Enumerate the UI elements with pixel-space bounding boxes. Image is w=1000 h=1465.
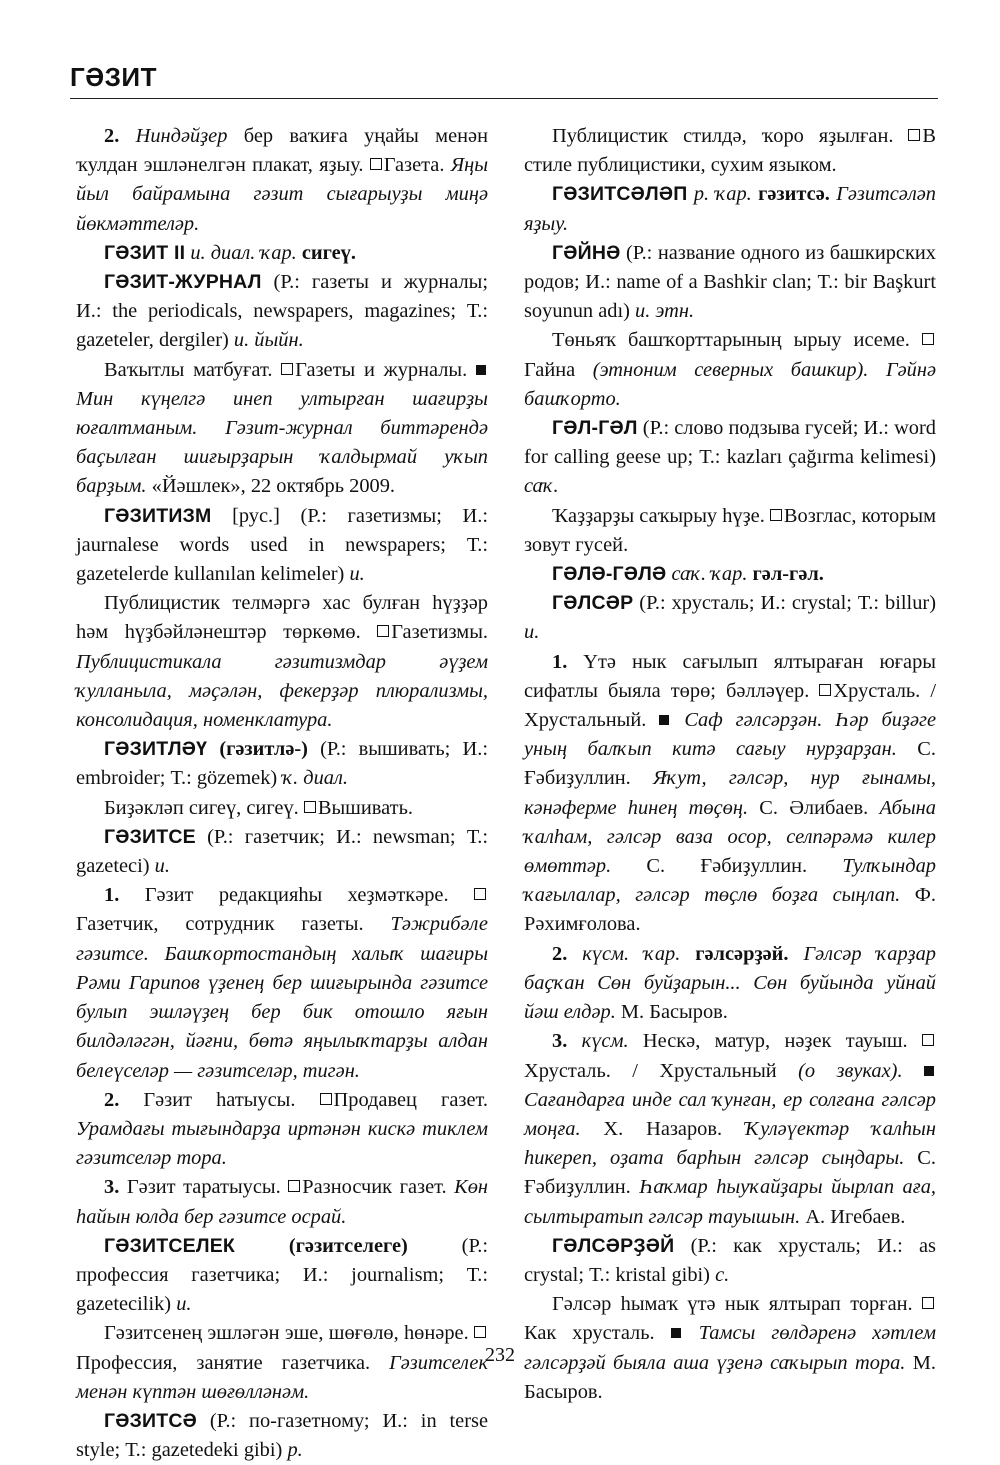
grammar-label: и. диал. ҡар.: [185, 241, 302, 264]
russian-translation: Как хрусталь.: [524, 1322, 671, 1345]
sense-number: 1.: [104, 884, 120, 907]
russian-marker-icon: [474, 1326, 486, 1338]
cross-reference: гәзитсә.: [758, 183, 837, 206]
russian-marker-icon: [770, 509, 782, 521]
headword: ГӘЗИТСЕ: [104, 825, 196, 848]
grammar-label: р. ҡар.: [687, 183, 759, 206]
example-source: А. Игебаев.: [800, 1205, 906, 1228]
headword: ГӘЛСӘРҘӘЙ: [552, 1234, 675, 1257]
headword: ГӘЛӘ-ГӘЛӘ: [552, 563, 667, 586]
headword: ГӘЗИТИЗМ: [104, 504, 212, 527]
russian-translation: Хрусталь. / Хрустальный.: [524, 679, 937, 732]
example-text: Тулҡындар ҡағылалар, гәлсәр төҫлө боҙға сыңлап.: [524, 855, 936, 907]
definition-paragraph: [76, 356, 488, 502]
russian-translation: В стиле публицистики, сухим языком.: [524, 125, 936, 177]
example-text: Һаҡмар һыуҡайҙары йырлап аға, сылтыратып гәлсәр тауышын.: [524, 1176, 936, 1228]
entry-paragraph: [524, 239, 936, 327]
russian-translation: Гайна: [524, 358, 593, 381]
example-text: Яҡут, гәлсәр, нур ғынамы, кәнәферме һинең төҫөң.: [524, 767, 936, 819]
translations: (Р.: как хрусталь; И.: as crystal; Т.: kristal gibi): [524, 1234, 936, 1286]
cross-reference: сигеү.: [301, 241, 356, 264]
definition-text: бер ваҡиға уңайы менән ҡулдан эшләнелгән плакат, яҙыу.: [76, 125, 488, 177]
grammar-label: и. этн.: [635, 300, 695, 323]
definition-paragraph: [76, 589, 488, 735]
definition-text: Гәзит һатыусы.: [119, 1088, 320, 1111]
sense-number: 2.: [552, 942, 568, 965]
russian-translation: Возглас, которым зовут гусей.: [524, 504, 936, 556]
entry-paragraph: [524, 180, 936, 238]
example-source: М. Басыров.: [524, 1351, 936, 1403]
example-source: С. Әлибаев.: [748, 796, 880, 819]
example-text: Гәлсәр ҡарҙар баҫҡан Сөн буйҙарын... Сөн буйында уйнай йәш елдәр.: [524, 942, 936, 1024]
example-marker-icon: [659, 715, 669, 725]
entry-paragraph: [76, 1232, 488, 1320]
russian-marker-icon: [370, 158, 382, 170]
russian-note: (о звуках).: [798, 1059, 925, 1082]
grammar-label: саҡ.: [524, 475, 559, 498]
definition-text: Үтә нык сағылып ялтыраған юғары сифатлы быяла төрө; бәлләүер.: [524, 650, 936, 702]
translations: (Р.: хрусталь; И.: crystal; Т.: billur): [633, 592, 936, 615]
sense-paragraph: [76, 1173, 488, 1231]
example-text: Гәзитсәләп яҙыу.: [524, 183, 936, 235]
example-text: Саф гәлсәрҙән. Һәр биҙәге уның балҡып китә сағыу нурҙарҙан.: [524, 709, 937, 761]
russian-marker-icon: [908, 129, 920, 141]
definition-text: Гәзитсенең эшләгән эше, шөғөлө, һөнәре.: [104, 1322, 474, 1345]
definition-paragraph: [76, 794, 488, 823]
example-source: С. Ғәбиҙуллин.: [611, 855, 843, 878]
left-column: [76, 122, 488, 1465]
grammar-label: күсм. ҡар.: [567, 942, 696, 965]
definition-text: Публицистик телмәргә хас булған һүҙҙәр һәм һүҙбәйләнештәр төркөмө.: [76, 592, 488, 644]
example-text: Тәжрибәле гәзитсе. Башҡортостандың халыҡ шағиры Рәми Гарипов үҙенең бер шиғырында гәзитсе булып эшләүҙең бер бик отошло яғын билдәләгән, йәғни, бөтә яңылыҡтарҙы алдан белеүселәр — гәзитселәр, тигән.: [76, 913, 488, 1082]
example-text: Абына ҡалһам, гәлсәр ваза осор, селпәрәмә килер өмөттәр.: [524, 796, 936, 878]
grammar-label: и.: [154, 855, 170, 878]
example-text: Сағандарға инде сал ҡунған, ер солғана гәлсәр моңға.: [524, 1088, 936, 1140]
russian-translation: Профессия, занятие газетчика.: [76, 1351, 390, 1374]
definition-text: Төньяҡ башҡорттарының ырыу исеме.: [552, 329, 922, 352]
definition-text: Биҙәкләп сигеү, сигеү.: [104, 796, 304, 819]
definition-text: Публицистик стилдә, ҡоро яҙылған.: [552, 125, 909, 147]
sense-number: 3.: [104, 1176, 120, 1199]
stem-form: (гәзитселеге): [235, 1234, 408, 1257]
translations: (Р.: профессия газетчика; И.: journalism; Т.: gazetecilik): [76, 1234, 488, 1316]
definition-paragraph: [524, 502, 936, 560]
example-text: Көн һайын юлда бер гәзитсе осрай.: [76, 1176, 489, 1228]
entry-paragraph: [524, 589, 936, 647]
sense-number: 3.: [552, 1030, 568, 1053]
russian-marker-icon: [922, 1034, 934, 1046]
headword: ГӘЛ-ГӘЛ: [552, 417, 638, 440]
russian-translation: Газетизмы.: [391, 621, 488, 644]
definition-paragraph: [524, 326, 936, 414]
definition-text: Гәлсәр һымаҡ үтә нык ялтырап торған.: [552, 1293, 922, 1316]
russian-translation: Газета.: [383, 154, 451, 177]
russian-translation: Хрусталь. / Хрустальный: [524, 1059, 799, 1082]
sense-number: 2.: [104, 125, 120, 147]
grammar-label: и.: [176, 1293, 192, 1316]
russian-translation: Продавец газет.: [333, 1088, 488, 1111]
entry-paragraph: [76, 239, 488, 268]
headword: ГӘЗИТ-ЖУРНАЛ: [104, 271, 262, 294]
grammar-label: ҡ. диал.: [282, 767, 348, 790]
grammar-label: и. йыйн.: [233, 329, 304, 352]
sense-paragraph: [76, 881, 488, 1085]
example-text: Публицистикала гәзитизмдар әүҙем ҡулланыла, мәҫәлән, фекерҙәр плюрализмы, консолидация, номенклатура.: [76, 650, 488, 732]
translations: (Р.: газеты и журналы; И.: the periodicals, newspapers, magazines; Т.: gazeteler, dergiler): [76, 271, 488, 352]
stem-form: (гәзитлә-): [207, 738, 308, 761]
sense-number: 2.: [104, 1088, 120, 1111]
definition-paragraph: [524, 122, 936, 180]
definition-text: Нескә, матур, нәҙек тауыш.: [628, 1030, 923, 1053]
example-marker-icon: [924, 1066, 934, 1076]
example-marker-icon: [671, 1328, 681, 1338]
page-number: 232: [485, 1344, 515, 1366]
headword: ГӘЗИТСӘЛӘП: [552, 183, 688, 206]
entry-paragraph: [76, 1407, 488, 1465]
headword: ГӘЗИТЛӘҮ: [104, 738, 208, 761]
russian-marker-icon: [304, 801, 316, 813]
example-text: Ҡуләүектәр ҡалһын һикереп, оҙата барһын гәлсәр сыңдары.: [524, 1117, 936, 1170]
entry-paragraph: [76, 268, 488, 356]
headword: ГӘЗИТСЕЛЕК: [104, 1234, 236, 1257]
translations: (Р.: газетчик; И.: newsman; Т.: gazeteci): [76, 825, 488, 878]
entry-paragraph: [76, 502, 488, 590]
entry-paragraph: [524, 560, 936, 589]
grammar-label: саҡ. ҡар.: [666, 563, 753, 586]
grammar-label: күсм.: [567, 1030, 629, 1053]
example-source: С. Ғәбиҙуллин.: [524, 1147, 937, 1199]
translations: (Р.: слово подзыва гусей; И.: word for calling geese up; Т.: kazları çağırma kelimesi): [524, 417, 936, 469]
headword: ГӘЗИТ II: [104, 241, 186, 264]
example-text: Гәзитселек менән күптән шөғөлләнәм.: [76, 1351, 488, 1403]
sense-paragraph: [524, 648, 936, 940]
russian-marker-icon: [922, 1297, 934, 1309]
definition-text: Ҡаҙҙарҙы саҡырыу һүҙе.: [552, 504, 770, 527]
entry-paragraph: [524, 1232, 936, 1290]
right-column: [524, 122, 936, 1407]
russian-marker-icon: [320, 1093, 332, 1105]
entry-paragraph: [524, 414, 936, 502]
russian-marker-icon: [288, 1180, 300, 1192]
sense-number: 1.: [552, 650, 568, 673]
definition-text: Ваҡытлы матбуғат.: [104, 358, 282, 381]
entry-paragraph: [76, 735, 488, 793]
russian-translation: Газеты и журналы.: [295, 358, 476, 381]
entry-paragraph: [76, 823, 488, 881]
headword: ГӘЙНӘ: [552, 241, 621, 264]
example-source: «Йәшлек», 22 октябрь 2009.: [146, 475, 396, 498]
grammar-label: и.: [524, 621, 540, 644]
headword: ГӘЗИТСӘ: [104, 1409, 197, 1432]
grammar-label: с.: [715, 1263, 730, 1286]
translations: (Р.: по-газетному; И.: in terse style; Т.: gazetedeki gibi): [76, 1409, 488, 1462]
example-source: С. Ғәбиҙуллин.: [524, 738, 936, 790]
example-source: Ф. Рәхимғолова.: [524, 884, 936, 936]
russian-translation: Разносчик газет.: [302, 1176, 455, 1199]
example-marker-icon: [476, 365, 486, 375]
translations: (Р.: вышивать; И.: embroider; Т.: gözemek): [76, 738, 488, 790]
header-rule: [70, 98, 938, 99]
definition-text: Ниндәйҙер: [135, 125, 228, 147]
grammar-label: р.: [287, 1439, 303, 1462]
russian-marker-icon: [281, 363, 293, 375]
russian-marker-icon: [377, 625, 389, 637]
russian-marker-icon: [819, 684, 831, 696]
example-source: М. Басыров.: [615, 1001, 728, 1024]
grammar-label: и.: [349, 563, 365, 586]
example-source: Х. Назаров.: [580, 1117, 745, 1140]
russian-marker-icon: [922, 333, 934, 345]
translations: (Р.: название одного из башкирских родов; И.: name of a Bashkir clan; Т.: bir Başkurt soyunun adı): [524, 241, 936, 323]
sense-paragraph: [76, 1086, 488, 1174]
running-head: ГӘЗИТ: [70, 62, 157, 92]
example-text: Яңы йыл байрамына гәзит сығарыуҙы миңә йөкмәттеләр.: [76, 154, 489, 235]
russian-translation: Вышивать.: [317, 796, 413, 819]
sense-paragraph: [524, 940, 936, 1028]
russian-marker-icon: [474, 888, 486, 900]
sense-paragraph: [76, 122, 488, 239]
russian-translation: Газетчик, сотрудник газеты.: [76, 913, 391, 936]
headword: ГӘЛСӘР: [552, 592, 634, 615]
translations: [рус.] (Р.: газетизмы; И.: jaurnalese words used in newspapers; Т.: gazetelerde kullanılan kelimeler): [76, 504, 488, 586]
example-text: (этноним северных башкир). Гәйнә башҡорто.: [524, 358, 936, 410]
sense-paragraph: [524, 1027, 936, 1231]
cross-reference: гәл-гәл.: [752, 563, 824, 586]
example-text: Тамсы гөлдәренә хәтлем гәлсәрҙәй быяла аша үҙенә саҡырып тора.: [524, 1322, 936, 1374]
cross-reference: гәлсәрҙәй.: [695, 942, 804, 965]
example-text: Мин күңелгә инеп ултырған шағирҙы юғалтманым. Гәзит-журнал биттәрендә баҫылған шиғырҙарын ҡалдырмай уҡып барҙым.: [76, 387, 488, 498]
example-text: Урамдағы тығындарҙа иртәнән кискә тиклем гәзитселәр тора.: [76, 1117, 488, 1170]
definition-text: Гәзит редакцияһы хеҙмәткәре.: [119, 884, 474, 907]
definition-text: Гәзит таратыусы.: [119, 1176, 289, 1199]
